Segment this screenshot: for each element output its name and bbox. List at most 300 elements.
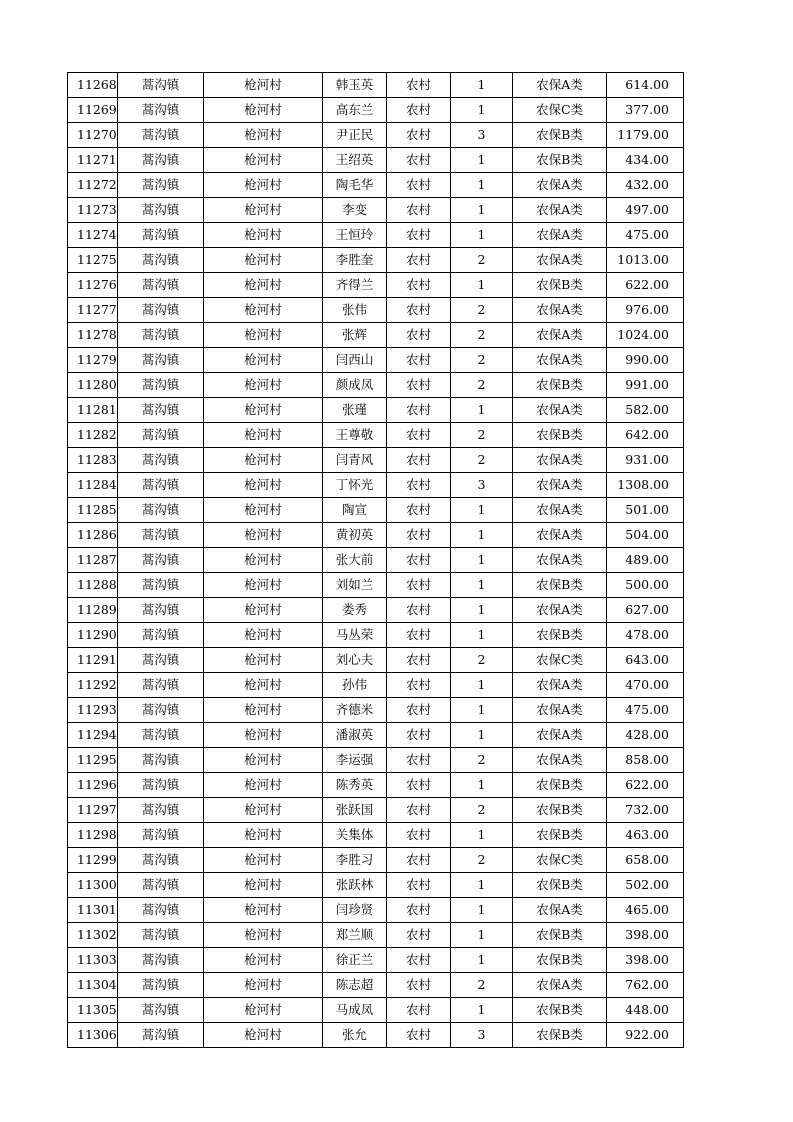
member-count-cell: 1 [451, 548, 513, 573]
member-count-cell: 1 [451, 223, 513, 248]
household-type-cell: 农村 [387, 198, 451, 223]
village-cell: 枪河村 [204, 448, 323, 473]
village-cell: 枪河村 [204, 698, 323, 723]
table-row [68, 823, 684, 848]
person-name-cell: 潘淑英 [323, 723, 387, 748]
town-cell: 蒿沟镇 [118, 498, 204, 523]
table-row [68, 998, 684, 1023]
amount-cell: 377.00 [607, 98, 684, 123]
household-type-cell: 农村 [387, 648, 451, 673]
town-cell: 蒿沟镇 [118, 1023, 204, 1048]
person-name-cell: 陶毛华 [323, 173, 387, 198]
amount-cell: 622.00 [607, 273, 684, 298]
table-row [68, 798, 684, 823]
person-name-cell: 丁怀光 [323, 473, 387, 498]
village-cell: 枪河村 [204, 473, 323, 498]
member-count-cell: 1 [451, 398, 513, 423]
insurance-category-cell: 农保B类 [513, 148, 607, 173]
person-name-cell: 马丛荣 [323, 623, 387, 648]
amount-cell: 991.00 [607, 373, 684, 398]
table-row [68, 173, 684, 198]
record-id-cell: 11298 [68, 823, 118, 848]
amount-cell: 1013.00 [607, 248, 684, 273]
record-id-cell: 11296 [68, 773, 118, 798]
person-name-cell: 闫青风 [323, 448, 387, 473]
table-row [68, 923, 684, 948]
insurance-category-cell: 农保A类 [513, 748, 607, 773]
household-type-cell: 农村 [387, 248, 451, 273]
amount-cell: 489.00 [607, 548, 684, 573]
person-name-cell: 王尊敬 [323, 423, 387, 448]
town-cell: 蒿沟镇 [118, 848, 204, 873]
town-cell: 蒿沟镇 [118, 198, 204, 223]
record-id-cell: 11300 [68, 873, 118, 898]
village-cell: 枪河村 [204, 148, 323, 173]
record-id-cell: 11288 [68, 573, 118, 598]
member-count-cell: 1 [451, 998, 513, 1023]
household-type-cell: 农村 [387, 998, 451, 1023]
person-name-cell: 张跃林 [323, 873, 387, 898]
person-name-cell: 张大前 [323, 548, 387, 573]
insurance-category-cell: 农保B类 [513, 373, 607, 398]
household-type-cell: 农村 [387, 923, 451, 948]
insurance-category-cell: 农保A类 [513, 323, 607, 348]
person-name-cell: 郑兰顺 [323, 923, 387, 948]
household-type-cell: 农村 [387, 523, 451, 548]
amount-cell: 504.00 [607, 523, 684, 548]
amount-cell: 762.00 [607, 973, 684, 998]
record-id-cell: 11268 [68, 73, 118, 98]
household-type-cell: 农村 [387, 148, 451, 173]
member-count-cell: 2 [451, 373, 513, 398]
village-cell: 枪河村 [204, 973, 323, 998]
member-count-cell: 1 [451, 623, 513, 648]
town-cell: 蒿沟镇 [118, 473, 204, 498]
household-type-cell: 农村 [387, 373, 451, 398]
village-cell: 枪河村 [204, 273, 323, 298]
table-row [68, 723, 684, 748]
town-cell: 蒿沟镇 [118, 548, 204, 573]
household-type-cell: 农村 [387, 973, 451, 998]
record-id-cell: 11292 [68, 673, 118, 698]
insurance-category-cell: 农保A类 [513, 523, 607, 548]
amount-cell: 434.00 [607, 148, 684, 173]
record-id-cell: 11280 [68, 373, 118, 398]
town-cell: 蒿沟镇 [118, 748, 204, 773]
record-id-cell: 11281 [68, 398, 118, 423]
insurance-category-cell: 农保B类 [513, 823, 607, 848]
person-name-cell: 闫珍贤 [323, 898, 387, 923]
insurance-category-cell: 农保B类 [513, 1023, 607, 1048]
insurance-category-cell: 农保A类 [513, 348, 607, 373]
household-type-cell: 农村 [387, 848, 451, 873]
record-id-cell: 11272 [68, 173, 118, 198]
member-count-cell: 1 [451, 773, 513, 798]
table-row [68, 298, 684, 323]
table-row [68, 573, 684, 598]
table-row [68, 223, 684, 248]
person-name-cell: 关集体 [323, 823, 387, 848]
household-type-cell: 农村 [387, 948, 451, 973]
amount-cell: 501.00 [607, 498, 684, 523]
record-id-cell: 11286 [68, 523, 118, 548]
record-id-cell: 11295 [68, 748, 118, 773]
household-type-cell: 农村 [387, 1023, 451, 1048]
member-count-cell: 2 [451, 848, 513, 873]
village-cell: 枪河村 [204, 323, 323, 348]
household-type-cell: 农村 [387, 73, 451, 98]
member-count-cell: 3 [451, 123, 513, 148]
insurance-category-cell: 农保B类 [513, 573, 607, 598]
person-name-cell: 颜成凤 [323, 373, 387, 398]
person-name-cell: 闫西山 [323, 348, 387, 373]
insurance-category-cell: 农保A类 [513, 448, 607, 473]
table-row [68, 873, 684, 898]
household-type-cell: 农村 [387, 623, 451, 648]
insurance-category-cell: 农保B类 [513, 773, 607, 798]
household-type-cell: 农村 [387, 223, 451, 248]
village-cell: 枪河村 [204, 348, 323, 373]
record-id-cell: 11294 [68, 723, 118, 748]
record-id-cell: 11305 [68, 998, 118, 1023]
amount-cell: 643.00 [607, 648, 684, 673]
record-id-cell: 11301 [68, 898, 118, 923]
insurance-category-cell: 农保A类 [513, 223, 607, 248]
person-name-cell: 孙伟 [323, 673, 387, 698]
household-type-cell: 农村 [387, 498, 451, 523]
village-cell: 枪河村 [204, 223, 323, 248]
village-cell: 枪河村 [204, 673, 323, 698]
insurance-category-cell: 农保A类 [513, 73, 607, 98]
person-name-cell: 李运强 [323, 748, 387, 773]
insurance-category-cell: 农保A类 [513, 198, 607, 223]
record-id-cell: 11283 [68, 448, 118, 473]
amount-cell: 432.00 [607, 173, 684, 198]
household-type-cell: 农村 [387, 273, 451, 298]
household-type-cell: 农村 [387, 748, 451, 773]
village-cell: 枪河村 [204, 648, 323, 673]
town-cell: 蒿沟镇 [118, 873, 204, 898]
household-type-cell: 农村 [387, 548, 451, 573]
town-cell: 蒿沟镇 [118, 348, 204, 373]
member-count-cell: 1 [451, 898, 513, 923]
insurance-category-cell: 农保B类 [513, 798, 607, 823]
record-id-cell: 11287 [68, 548, 118, 573]
village-cell: 枪河村 [204, 423, 323, 448]
table-row [68, 648, 684, 673]
insurance-category-cell: 农保A类 [513, 698, 607, 723]
person-name-cell: 张伟 [323, 298, 387, 323]
table-row [68, 748, 684, 773]
member-count-cell: 2 [451, 423, 513, 448]
record-id-cell: 11285 [68, 498, 118, 523]
town-cell: 蒿沟镇 [118, 723, 204, 748]
record-id-cell: 11271 [68, 148, 118, 173]
town-cell: 蒿沟镇 [118, 773, 204, 798]
table-row [68, 148, 684, 173]
member-count-cell: 1 [451, 523, 513, 548]
table-row [68, 98, 684, 123]
household-type-cell: 农村 [387, 773, 451, 798]
record-id-cell: 11290 [68, 623, 118, 648]
person-name-cell: 张瑾 [323, 398, 387, 423]
insurance-category-cell: 农保A类 [513, 723, 607, 748]
town-cell: 蒿沟镇 [118, 598, 204, 623]
town-cell: 蒿沟镇 [118, 298, 204, 323]
amount-cell: 642.00 [607, 423, 684, 448]
village-cell: 枪河村 [204, 798, 323, 823]
insurance-category-cell: 农保B类 [513, 998, 607, 1023]
table-row [68, 423, 684, 448]
household-type-cell: 农村 [387, 398, 451, 423]
record-id-cell: 11302 [68, 923, 118, 948]
town-cell: 蒿沟镇 [118, 373, 204, 398]
amount-cell: 475.00 [607, 698, 684, 723]
town-cell: 蒿沟镇 [118, 898, 204, 923]
member-count-cell: 1 [451, 98, 513, 123]
amount-cell: 658.00 [607, 848, 684, 873]
town-cell: 蒿沟镇 [118, 523, 204, 548]
person-name-cell: 张辉 [323, 323, 387, 348]
person-name-cell: 李胜习 [323, 848, 387, 873]
household-type-cell: 农村 [387, 798, 451, 823]
table-row [68, 673, 684, 698]
record-id-cell: 11293 [68, 698, 118, 723]
insurance-category-cell: 农保B类 [513, 123, 607, 148]
household-type-cell: 农村 [387, 473, 451, 498]
table-row [68, 273, 684, 298]
village-cell: 枪河村 [204, 948, 323, 973]
person-name-cell: 刘心夫 [323, 648, 387, 673]
member-count-cell: 2 [451, 298, 513, 323]
record-id-cell: 11274 [68, 223, 118, 248]
amount-cell: 858.00 [607, 748, 684, 773]
record-id-cell: 11273 [68, 198, 118, 223]
amount-cell: 448.00 [607, 998, 684, 1023]
insurance-category-cell: 农保A类 [513, 173, 607, 198]
household-type-cell: 农村 [387, 323, 451, 348]
household-type-cell: 农村 [387, 423, 451, 448]
table-row [68, 523, 684, 548]
village-cell: 枪河村 [204, 173, 323, 198]
town-cell: 蒿沟镇 [118, 423, 204, 448]
records-body [68, 73, 684, 1048]
village-cell: 枪河村 [204, 373, 323, 398]
household-type-cell: 农村 [387, 98, 451, 123]
village-cell: 枪河村 [204, 523, 323, 548]
insurance-category-cell: 农保A类 [513, 898, 607, 923]
member-count-cell: 1 [451, 598, 513, 623]
village-cell: 枪河村 [204, 723, 323, 748]
record-id-cell: 11291 [68, 648, 118, 673]
record-id-cell: 11299 [68, 848, 118, 873]
person-name-cell: 王绍英 [323, 148, 387, 173]
village-cell: 枪河村 [204, 573, 323, 598]
household-type-cell: 农村 [387, 123, 451, 148]
person-name-cell: 黄初英 [323, 523, 387, 548]
member-count-cell: 1 [451, 948, 513, 973]
amount-cell: 976.00 [607, 298, 684, 323]
record-id-cell: 11269 [68, 98, 118, 123]
insurance-category-cell: 农保A类 [513, 248, 607, 273]
town-cell: 蒿沟镇 [118, 973, 204, 998]
table-row [68, 398, 684, 423]
member-count-cell: 1 [451, 73, 513, 98]
member-count-cell: 1 [451, 498, 513, 523]
amount-cell: 502.00 [607, 873, 684, 898]
town-cell: 蒿沟镇 [118, 623, 204, 648]
record-id-cell: 11282 [68, 423, 118, 448]
record-id-cell: 11306 [68, 1023, 118, 1048]
household-type-cell: 农村 [387, 698, 451, 723]
insurance-category-cell: 农保A类 [513, 973, 607, 998]
household-type-cell: 农村 [387, 673, 451, 698]
insurance-category-cell: 农保B类 [513, 623, 607, 648]
table-row [68, 623, 684, 648]
person-name-cell: 张跃国 [323, 798, 387, 823]
insurance-category-cell: 农保B类 [513, 873, 607, 898]
record-id-cell: 11297 [68, 798, 118, 823]
amount-cell: 478.00 [607, 623, 684, 648]
member-count-cell: 1 [451, 698, 513, 723]
amount-cell: 1024.00 [607, 323, 684, 348]
town-cell: 蒿沟镇 [118, 148, 204, 173]
insurance-category-cell: 农保A类 [513, 548, 607, 573]
person-name-cell: 娄秀 [323, 598, 387, 623]
member-count-cell: 3 [451, 1023, 513, 1048]
insurance-category-cell: 农保C类 [513, 98, 607, 123]
amount-cell: 627.00 [607, 598, 684, 623]
member-count-cell: 2 [451, 323, 513, 348]
table-row [68, 948, 684, 973]
household-type-cell: 农村 [387, 598, 451, 623]
table-row [68, 448, 684, 473]
insurance-category-cell: 农保B类 [513, 923, 607, 948]
record-id-cell: 11289 [68, 598, 118, 623]
household-type-cell: 农村 [387, 898, 451, 923]
town-cell: 蒿沟镇 [118, 698, 204, 723]
amount-cell: 428.00 [607, 723, 684, 748]
record-id-cell: 11303 [68, 948, 118, 973]
person-name-cell: 陈志超 [323, 973, 387, 998]
record-id-cell: 11279 [68, 348, 118, 373]
member-count-cell: 2 [451, 748, 513, 773]
village-cell: 枪河村 [204, 398, 323, 423]
amount-cell: 497.00 [607, 198, 684, 223]
town-cell: 蒿沟镇 [118, 823, 204, 848]
member-count-cell: 1 [451, 673, 513, 698]
village-cell: 枪河村 [204, 298, 323, 323]
record-id-cell: 11284 [68, 473, 118, 498]
village-cell: 枪河村 [204, 848, 323, 873]
village-cell: 枪河村 [204, 623, 323, 648]
record-id-cell: 11278 [68, 323, 118, 348]
record-id-cell: 11277 [68, 298, 118, 323]
table-row [68, 848, 684, 873]
household-type-cell: 农村 [387, 573, 451, 598]
person-name-cell: 刘如兰 [323, 573, 387, 598]
village-cell: 枪河村 [204, 73, 323, 98]
town-cell: 蒿沟镇 [118, 673, 204, 698]
person-name-cell: 李胜奎 [323, 248, 387, 273]
insurance-category-cell: 农保C类 [513, 648, 607, 673]
person-name-cell: 韩玉英 [323, 73, 387, 98]
table-row [68, 498, 684, 523]
town-cell: 蒿沟镇 [118, 798, 204, 823]
insurance-category-cell: 农保A类 [513, 673, 607, 698]
insurance-category-cell: 农保A类 [513, 498, 607, 523]
town-cell: 蒿沟镇 [118, 248, 204, 273]
person-name-cell: 马成凤 [323, 998, 387, 1023]
table-row [68, 898, 684, 923]
amount-cell: 622.00 [607, 773, 684, 798]
town-cell: 蒿沟镇 [118, 123, 204, 148]
table-row [68, 698, 684, 723]
amount-cell: 931.00 [607, 448, 684, 473]
household-type-cell: 农村 [387, 823, 451, 848]
member-count-cell: 1 [451, 198, 513, 223]
person-name-cell: 陈秀英 [323, 773, 387, 798]
member-count-cell: 1 [451, 273, 513, 298]
amount-cell: 398.00 [607, 948, 684, 973]
village-cell: 枪河村 [204, 498, 323, 523]
record-id-cell: 11304 [68, 973, 118, 998]
town-cell: 蒿沟镇 [118, 948, 204, 973]
person-name-cell: 李变 [323, 198, 387, 223]
member-count-cell: 1 [451, 573, 513, 598]
amount-cell: 922.00 [607, 1023, 684, 1048]
member-count-cell: 2 [451, 798, 513, 823]
town-cell: 蒿沟镇 [118, 73, 204, 98]
household-type-cell: 农村 [387, 723, 451, 748]
village-cell: 枪河村 [204, 998, 323, 1023]
household-type-cell: 农村 [387, 298, 451, 323]
village-cell: 枪河村 [204, 898, 323, 923]
insurance-category-cell: 农保B类 [513, 423, 607, 448]
town-cell: 蒿沟镇 [118, 173, 204, 198]
person-name-cell: 徐正兰 [323, 948, 387, 973]
table-row [68, 198, 684, 223]
town-cell: 蒿沟镇 [118, 398, 204, 423]
member-count-cell: 1 [451, 723, 513, 748]
amount-cell: 1308.00 [607, 473, 684, 498]
amount-cell: 732.00 [607, 798, 684, 823]
amount-cell: 470.00 [607, 673, 684, 698]
insurance-category-cell: 农保B类 [513, 948, 607, 973]
table-row [68, 973, 684, 998]
town-cell: 蒿沟镇 [118, 923, 204, 948]
table-row [68, 373, 684, 398]
member-count-cell: 1 [451, 923, 513, 948]
village-cell: 枪河村 [204, 123, 323, 148]
town-cell: 蒿沟镇 [118, 273, 204, 298]
record-id-cell: 11275 [68, 248, 118, 273]
table-row [68, 123, 684, 148]
village-cell: 枪河村 [204, 923, 323, 948]
member-count-cell: 2 [451, 973, 513, 998]
insurance-category-cell: 农保B类 [513, 273, 607, 298]
record-id-cell: 11276 [68, 273, 118, 298]
amount-cell: 582.00 [607, 398, 684, 423]
amount-cell: 463.00 [607, 823, 684, 848]
table-row [68, 473, 684, 498]
insurance-category-cell: 农保A类 [513, 298, 607, 323]
village-cell: 枪河村 [204, 773, 323, 798]
insurance-category-cell: 农保A类 [513, 598, 607, 623]
insurance-category-cell: 农保A类 [513, 398, 607, 423]
member-count-cell: 1 [451, 173, 513, 198]
table-row [68, 248, 684, 273]
